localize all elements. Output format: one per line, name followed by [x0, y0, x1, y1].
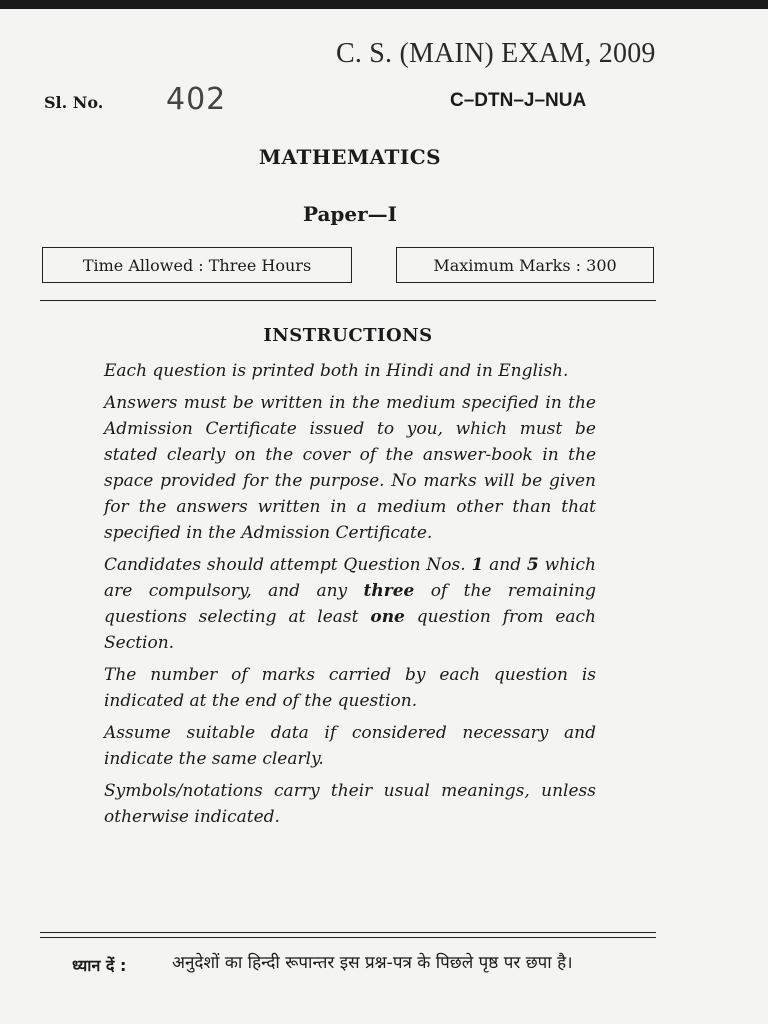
hindi-note-label: ध्यान दें :: [72, 956, 127, 975]
instruction-item: [104, 552, 596, 656]
instructions-title: INSTRUCTIONS: [263, 325, 433, 346]
instruction-text: Candidates should attempt Question Nos.: [104, 555, 472, 575]
emphasis-three: three: [363, 581, 415, 601]
divider-bottom-1: [40, 932, 656, 933]
serial-number-value: 402: [166, 82, 227, 117]
instruction-item: Symbols/notations carry their usual meanings, unless otherwise indicated.: [104, 781, 596, 827]
time-allowed-box: Time Allowed : Three Hours: [42, 247, 352, 283]
paper-title: Paper—I: [302, 202, 398, 226]
question-number: 5: [526, 555, 539, 575]
divider-bottom-2: [40, 937, 656, 938]
instruction-text: and: [483, 555, 527, 575]
instruction-item: Answers must be written in the medium specified in the Admission Certificate issued to you, which must be stated clearly on the cover of the answer-book in the space provided for the purpose. No marks will be given for the answers written in a medium other than that specified in the Admission Certificate.: [104, 393, 596, 543]
instruction-item: The number of marks carried by each question is indicated at the end of the question.: [104, 665, 596, 711]
subject-title: MATHEMATICS: [258, 145, 442, 169]
question-number: 1: [471, 555, 484, 575]
instruction-item: Assume suitable data if considered necessary and indicate the same clearly.: [104, 723, 596, 769]
serial-number-label: Sl. No.: [44, 93, 104, 112]
instruction-item: Each question is printed both in Hindi and in English.: [104, 361, 569, 381]
exam-title: C. S. (MAIN) EXAM, 2009: [336, 38, 656, 69]
instruction-text: question from each Section.: [104, 607, 597, 653]
scan-top-edge: [0, 0, 768, 9]
instructions-body: [104, 358, 596, 836]
instruction-text: which are compulsory, and any: [104, 555, 597, 601]
hindi-note-text: अनुदेशों का हिन्दी रूपान्तर इस प्रश्न-पत्र के पिछले पृष्ठ पर छपा है।: [172, 953, 573, 973]
emphasis-one: one: [370, 607, 405, 627]
paper-code: C–DTN–J–NUA: [450, 90, 587, 111]
maximum-marks-box: Maximum Marks : 300: [396, 247, 654, 283]
instruction-text: of the remaining questions selecting at least: [104, 581, 596, 627]
divider-top: [40, 300, 656, 301]
